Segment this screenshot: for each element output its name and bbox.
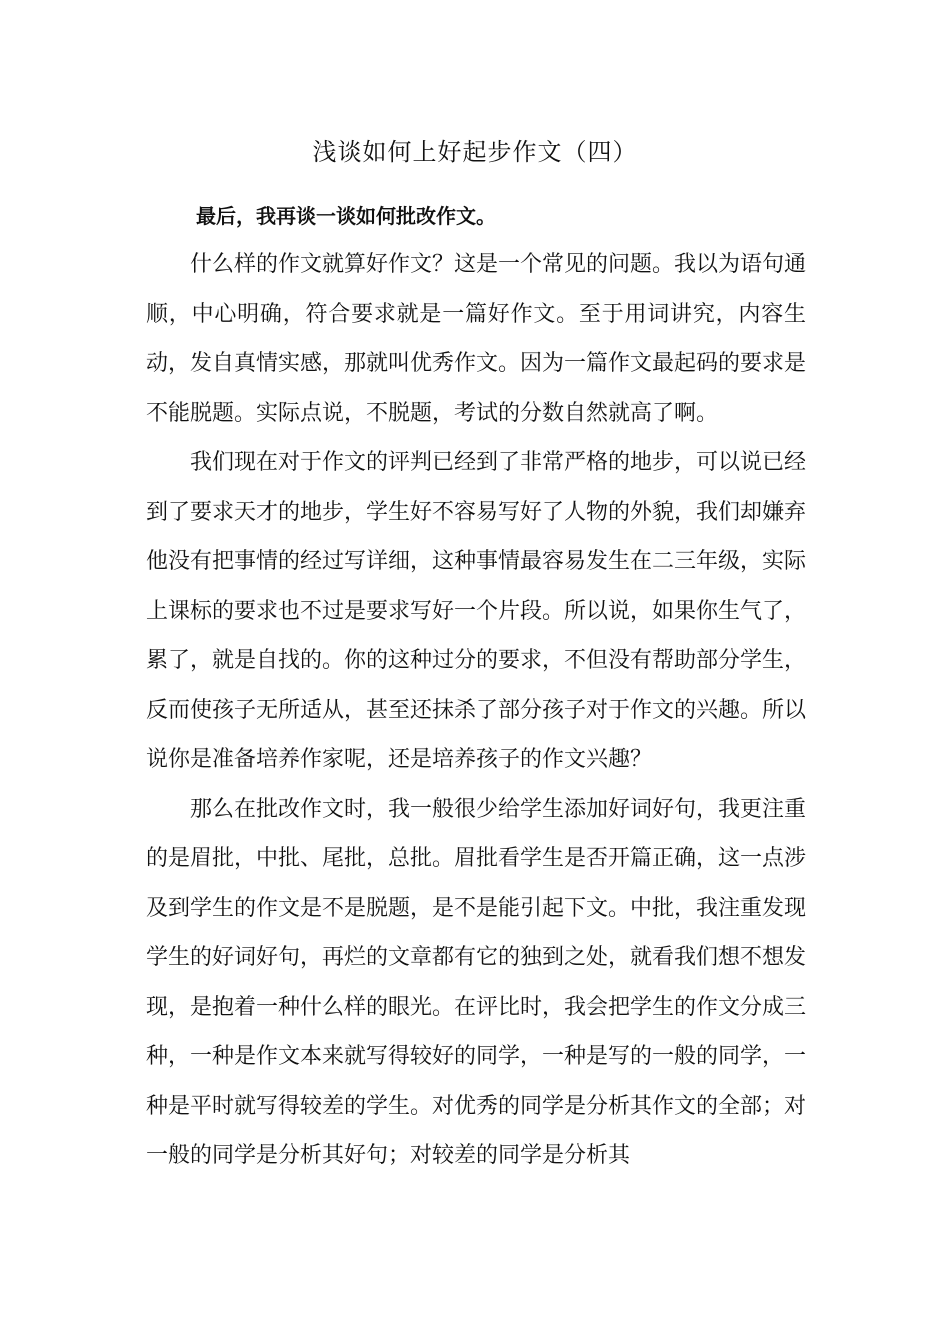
body-text: [146, 240, 806, 1181]
paragraph-3: 那么在批改作文时，我一般很少给学生添加好词好句，我更注重的是眉批，中批、尾批，总批。眉批看学生是否开篇正确，这一点涉及到学生的作文是不是脱题，是不是能引起下文。中批，我注重发现学生的好词好句，再烂的文章都有它的独到之处，就看我们想不想发现，是抱着一种什么样的眼光。在评比时，我会把学生的作文分成三种，一种是作文本来就写得较好的同学，一种是写的一般的同学，一种是平时就写得较差的学生。对优秀的同学是分析其作文的全部；对一般的同学是分析其好句；对较差的同学是分析其: [146, 796, 807, 1168]
document-title: 浅谈如何上好起步作文（四）: [312, 138, 638, 166]
lead-sentence: 最后，我再谈一谈如何批改作文。: [196, 204, 496, 228]
paragraph-1: 什么样的作文就算好作文？这是一个常见的问题。我以为语句通顺，中心明确，符合要求就是一篇好作文。至于用词讲究，内容生动，发自真情实感，那就叫优秀作文。因为一篇作文最起码的要求是不能脱题。实际点说，不脱题，考试的分数自然就高了啊。: [146, 252, 807, 426]
paragraph-2: 我们现在对于作文的评判已经到了非常严格的地步，可以说已经到了要求天才的地步，学生好不容易写好了人物的外貌，我们却嫌弃他没有把事情的经过写详细，这种事情最容易发生在二三年级，实际上课标的要求也不过是要求写好一个片段。所以说，如果你生气了，累了，就是自找的。你的这种过分的要求，不但没有帮助部分学生，反而使孩子无所适从，甚至还抹杀了部分孩子对于作文的兴趣。所以说你是准备培养作家呢，还是培养孩子的作文兴趣？: [146, 450, 807, 772]
